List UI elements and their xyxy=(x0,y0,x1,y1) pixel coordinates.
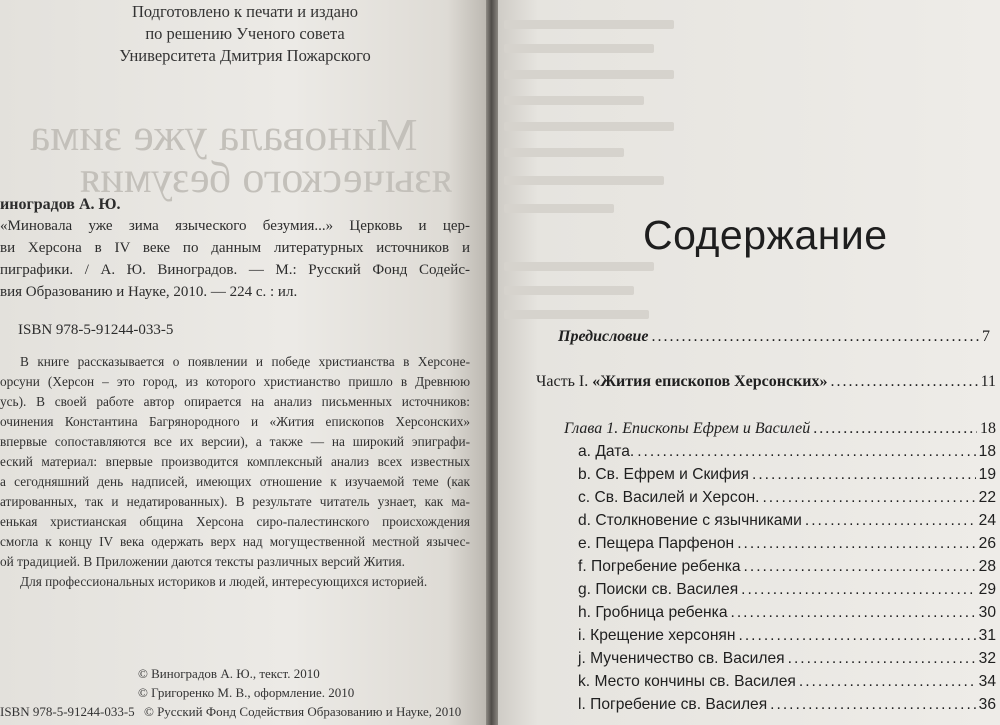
toc-label: k. Место кончины св. Василея xyxy=(578,673,796,690)
toc-label: Глава 1. Епископы Ефрем и Василей xyxy=(564,420,811,437)
toc-part-prefix: Часть I. xyxy=(536,373,593,390)
toc-section-entry[interactable] xyxy=(578,443,996,461)
copyright-isbn: ISBN 978-5-91244-033-5 xyxy=(0,704,135,719)
toc-page: 11 xyxy=(980,373,996,390)
toc-section-entry[interactable] xyxy=(578,466,996,484)
bibliographic-reference-line: ви Херсона в IV веке по данным литературных источников и xyxy=(0,240,470,256)
toc-label: d. Столкновение с язычниками xyxy=(578,512,802,529)
copyright-line: © Григоренко М. В., оформление. 2010 xyxy=(138,685,355,700)
toc-section-entry[interactable] xyxy=(578,650,996,668)
toc-section-entry[interactable] xyxy=(578,512,996,530)
show-through-line xyxy=(504,44,654,53)
toc-page: 31 xyxy=(978,627,996,644)
copyright-fund: © Русский Фонд Содействия Образованию и Науке, 2010 xyxy=(143,704,462,719)
abstract-line: смогла к концу IV века одержать верх над могущественной местной язычес- xyxy=(0,534,470,549)
toc-page: 22 xyxy=(978,489,996,506)
toc-label: c. Св. Василей и Херсон. xyxy=(578,489,760,506)
toc-leader xyxy=(831,373,978,391)
abstract-line: очинения Константина Багрянородного и «Жития епископов Херсонских» xyxy=(0,414,470,429)
toc-page: 19 xyxy=(978,466,996,483)
toc-page: 29 xyxy=(978,581,996,598)
show-through-line xyxy=(504,20,674,29)
toc-page: 18 xyxy=(978,443,996,460)
toc-section-entry[interactable] xyxy=(578,696,996,714)
toc-entry-part-1[interactable] xyxy=(536,373,996,391)
abstract-line: атированных, так и недатированных). В результате читатель узнает, как ма- xyxy=(0,494,470,509)
show-through-line xyxy=(504,262,654,271)
audience-note: Для профессиональных историков и людей, интересующихся историей. xyxy=(20,574,428,589)
toc-page: 32 xyxy=(978,650,996,667)
toc-leader xyxy=(770,696,975,714)
show-through-line xyxy=(504,148,624,157)
toc-part-title: «Жития епископов Херсонских» xyxy=(592,373,828,390)
abstract-line: орсуни (Херсон – это город, из которого христианство пришло в Древнюю xyxy=(0,374,470,389)
toc-label: e. Пещера Парфенон xyxy=(578,535,735,552)
toc-section-entry[interactable] xyxy=(578,604,996,622)
toc-leader xyxy=(762,489,975,507)
abstract-line: а сегодняшний день надписей, имеющих отношение к изучаемой теме (как xyxy=(0,474,470,489)
toc-label xyxy=(536,373,828,391)
toc-section-entry[interactable] xyxy=(578,535,996,553)
toc-page: 18 xyxy=(980,420,996,437)
toc-page: 36 xyxy=(978,696,996,713)
abstract-line: еский материал: впервые производится комплексный анализ всех известных xyxy=(0,454,470,469)
toc-label: a. Дата. xyxy=(578,443,635,460)
show-through-line xyxy=(504,70,674,79)
toc-label: i. Крещение херсонян xyxy=(578,627,736,644)
copyright-line: © Виноградов А. Ю., текст. 2010 xyxy=(138,666,320,681)
toc-leader xyxy=(788,650,976,668)
toc-entry-preface[interactable] xyxy=(558,328,990,346)
toc-label: g. Поиски св. Василея xyxy=(578,581,739,598)
show-through-line xyxy=(504,310,649,319)
book-spine-gutter xyxy=(486,0,498,725)
isbn: ISBN 978-5-91244-033-5 xyxy=(18,322,174,338)
toc-leader xyxy=(739,627,976,645)
toc-page: 24 xyxy=(978,512,996,529)
toc-leader xyxy=(799,673,976,691)
bibliographic-reference-end: вия Образованию и Науке, 2010. — 224 с. : ил. xyxy=(0,284,298,300)
show-through-line xyxy=(504,286,634,295)
left-page xyxy=(0,0,486,725)
toc-leader xyxy=(731,604,976,622)
toc-section-entry[interactable] xyxy=(578,489,996,507)
abstract-line: В книге рассказывается о появлении и победе христианства в Херсоне- xyxy=(20,354,470,369)
contents-title: Содержание xyxy=(643,212,888,258)
toc-label: h. Гробница ребенка xyxy=(578,604,728,621)
toc-label: b. Св. Ефрем и Скифия xyxy=(578,466,749,483)
abstract-line: усь). В своей работе автор опирается на анализ письменных источников: xyxy=(0,394,470,409)
show-through-line xyxy=(504,122,674,131)
show-through-line xyxy=(504,204,614,213)
copyright-line xyxy=(0,704,461,720)
show-through-line xyxy=(504,176,664,185)
toc-page: 28 xyxy=(978,558,996,575)
toc-section-entry[interactable] xyxy=(578,581,996,599)
toc-leader xyxy=(741,581,976,599)
toc-page: 26 xyxy=(978,535,996,552)
toc-leader xyxy=(752,466,976,484)
show-through-text: Миновала уже зима xyxy=(30,109,418,160)
toc-entry-chapter-1[interactable] xyxy=(564,420,996,438)
toc-leader xyxy=(744,558,976,576)
toc-section-entry[interactable] xyxy=(578,627,996,645)
author-name: иноградов А. Ю. xyxy=(0,196,121,213)
bibliographic-reference-line: пиграфики. / А. Ю. Виноградов. — М.: Русский Фонд Содейс- xyxy=(0,262,470,278)
toc-leader xyxy=(813,420,977,438)
imprint-line: Подготовлено к печати и издано xyxy=(131,2,359,21)
imprint-line: Университета Дмитрия Пожарского xyxy=(119,46,371,65)
toc-page: 30 xyxy=(978,604,996,621)
toc-leader xyxy=(651,328,979,346)
toc-label: Предисловие xyxy=(558,328,649,345)
toc-label: j. Мученичество св. Василея xyxy=(578,650,785,667)
toc-section-entry[interactable] xyxy=(578,558,996,576)
abstract-line: впервые сопоставляются все их версии), а также — на широкий эпиграфи- xyxy=(0,434,470,449)
imprint-line: по решению Ученого совета xyxy=(145,24,345,43)
toc-label: f. Погребение ребенка xyxy=(578,558,741,575)
toc-leader xyxy=(637,443,975,461)
abstract-line: ой традицией. В Приложении даются тексты различных версий Жития. xyxy=(0,554,405,569)
toc-page: 34 xyxy=(978,673,996,690)
toc-label: l. Погребение св. Василея xyxy=(578,696,768,713)
toc-section-entry[interactable] xyxy=(578,673,996,691)
toc-leader xyxy=(805,512,976,530)
abstract-line: енькая христианская община Херсона сиро-палестинского происхождения xyxy=(0,514,470,529)
bibliographic-reference-line: «Миновала уже зима языческого безумия...» Церковь и цер- xyxy=(0,218,470,234)
toc-leader xyxy=(737,535,975,553)
show-through-text: языческого безумия xyxy=(80,153,452,202)
toc-page: 7 xyxy=(982,328,990,345)
show-through-line xyxy=(504,96,644,105)
